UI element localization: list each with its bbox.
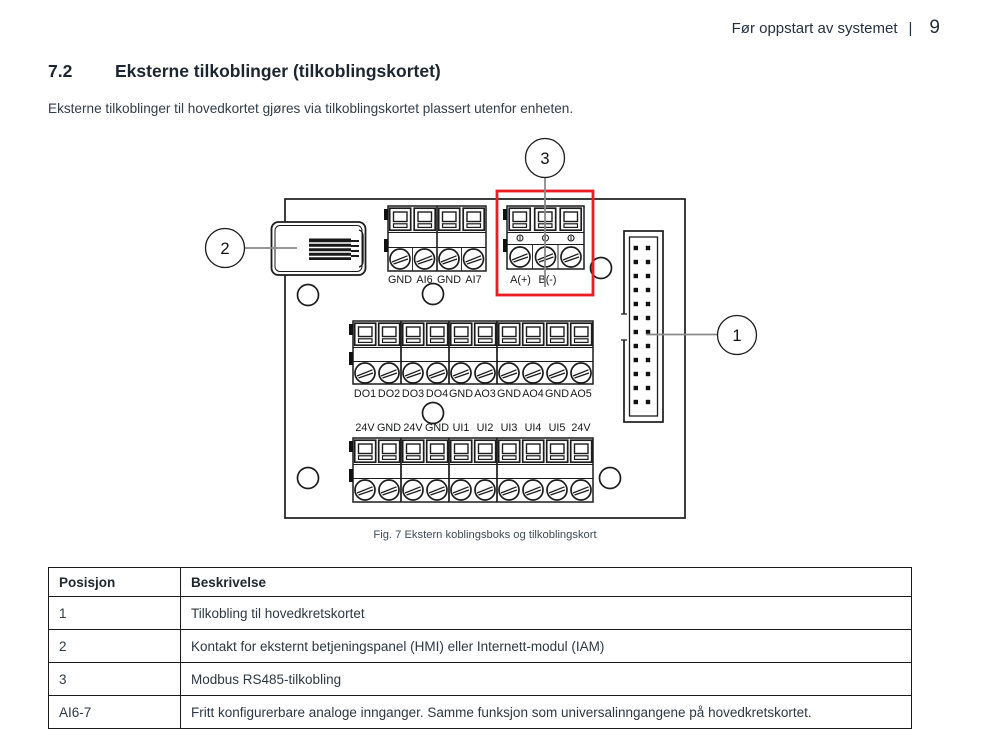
callout-2 (206, 229, 245, 268)
svg-text:AI7: AI7 (465, 274, 482, 286)
svg-text:GND: GND (497, 388, 521, 400)
svg-text:24V: 24V (571, 422, 591, 434)
analog-terminal-block (384, 206, 486, 271)
callout-1 (718, 316, 757, 355)
cell-position: AI6-7 (49, 696, 181, 729)
output-terminal-block (349, 321, 593, 384)
running-header-title: Før oppstart av systemet (731, 20, 898, 37)
figure-caption: Fig. 7 Ekstern koblingsboks og tilkoblingskort (373, 529, 597, 541)
table-row (49, 630, 912, 663)
header-separator: | (908, 20, 913, 37)
svg-text:24V: 24V (403, 422, 423, 434)
table-row (49, 597, 912, 630)
input-terminal-block (349, 438, 593, 502)
svg-text:UI5: UI5 (548, 422, 566, 434)
cell-description: Kontakt for eksternt betjeningspanel (HMI) eller Internett-modul (IAM) (181, 630, 912, 663)
svg-text:A(+): A(+) (510, 274, 531, 286)
ribbon-connector (621, 231, 663, 422)
callout-3 (526, 139, 565, 178)
column-header-beskrivelse: Beskrivelse (181, 568, 912, 597)
svg-text:DO3: DO3 (401, 388, 425, 400)
section-number: 7.2 (48, 61, 73, 81)
page-number: 9 (929, 17, 940, 38)
figure-connection-board (195, 137, 775, 547)
cell-description: Tilkobling til hovedkretskortet (181, 597, 912, 630)
svg-text:GND: GND (425, 422, 449, 434)
cell-description: Modbus RS485-tilkobling (181, 663, 912, 696)
svg-text:AO5: AO5 (570, 388, 592, 400)
modbus-terminal-block (503, 206, 584, 269)
svg-text:GND: GND (449, 388, 473, 400)
output-terminal-labels (354, 388, 592, 400)
svg-text:1: 1 (732, 327, 742, 345)
svg-text:GND: GND (377, 422, 401, 434)
page-header (732, 17, 940, 39)
svg-text:GND: GND (437, 274, 461, 286)
svg-text:3: 3 (540, 150, 550, 168)
cell-position: 2 (49, 630, 181, 663)
section-title: Eksterne tilkoblinger (tilkoblingskortet) (115, 61, 441, 81)
svg-text:GND: GND (388, 274, 412, 286)
svg-text:UI1: UI1 (452, 422, 470, 434)
svg-text:UI2: UI2 (476, 422, 494, 434)
cell-description: Fritt konfigurerbare analoge innganger. Samme funksjon som universalinngangene på hovedkretskortet. (181, 696, 912, 729)
svg-text:2: 2 (220, 240, 230, 258)
svg-text:B(-): B(-) (538, 274, 557, 286)
intro-paragraph: Eksterne tilkoblinger til hovedkortet gjøres via tilkoblingskortet plassert utenfor enheten. (48, 101, 574, 116)
column-header-posisjon: Posisjon (49, 568, 181, 597)
svg-text:DO1: DO1 (353, 388, 377, 400)
positions-table (48, 567, 912, 729)
connection-board-diagram (195, 137, 775, 547)
svg-text:AI6: AI6 (416, 274, 433, 286)
cell-position: 1 (49, 597, 181, 630)
svg-text:UI4: UI4 (524, 422, 542, 434)
section-heading (48, 61, 441, 82)
svg-text:DO2: DO2 (377, 388, 401, 400)
svg-text:AO3: AO3 (474, 388, 496, 400)
svg-text:GND: GND (545, 388, 569, 400)
svg-text:DO4: DO4 (425, 388, 449, 400)
table-row-partial (49, 696, 912, 729)
cell-position: 3 (49, 663, 181, 696)
svg-text:24V: 24V (355, 422, 375, 434)
table-row (49, 663, 912, 696)
svg-text:UI3: UI3 (500, 422, 518, 434)
table-header-row (49, 568, 912, 597)
svg-text:AO4: AO4 (522, 388, 544, 400)
